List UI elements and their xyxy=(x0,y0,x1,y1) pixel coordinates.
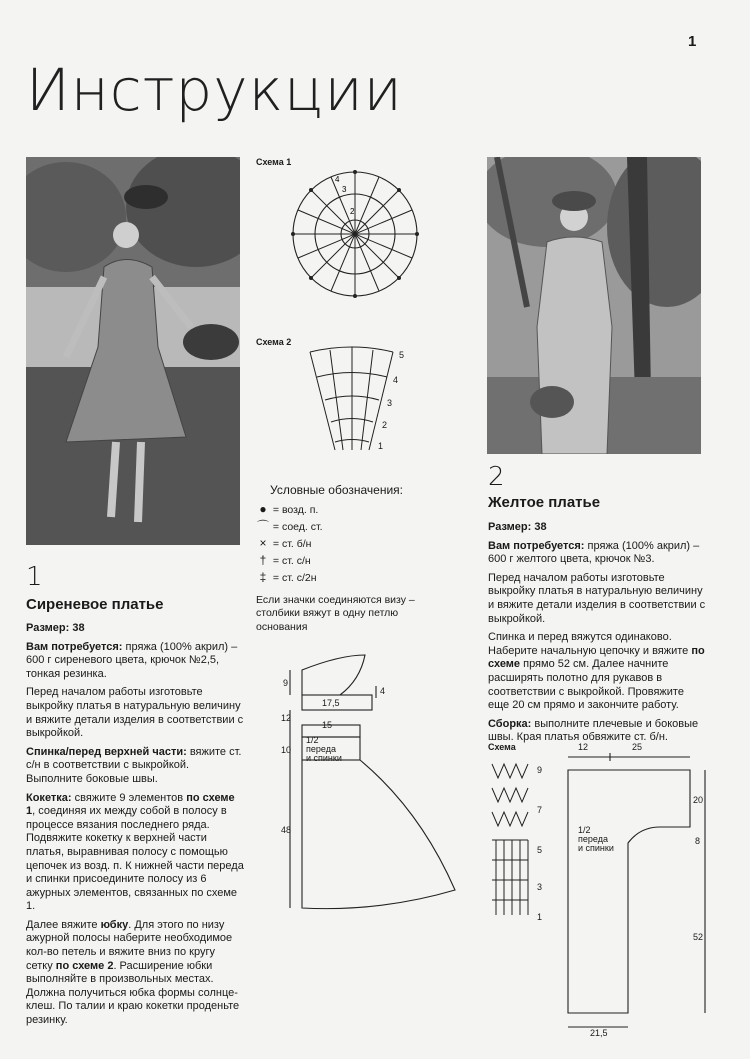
scheme3-stitch-diagram xyxy=(488,760,532,920)
page-number: 1 xyxy=(688,33,697,50)
item1-name: Сиреневое платье xyxy=(26,596,164,613)
pattern1-dim-4: 4 xyxy=(380,686,386,696)
legend-item: ⌒ = соед. ст. xyxy=(256,518,323,533)
scheme3-row-5: 5 xyxy=(537,845,543,855)
pattern2-dim-21-5: 21,5 xyxy=(590,1028,608,1038)
pattern1-diagram xyxy=(280,650,460,915)
pattern2-label: 1/2 переда и спинки xyxy=(578,825,614,853)
scheme3-row-9: 9 xyxy=(537,765,543,775)
pattern2-diagram xyxy=(560,745,720,1040)
svg-text:3: 3 xyxy=(342,185,347,194)
treble-crochet-icon: ‡ xyxy=(259,569,267,584)
pattern1-dim-10: 10 xyxy=(281,745,292,755)
pattern1-dim-12: 12 xyxy=(281,713,292,723)
scheme3-row-1: 1 xyxy=(537,912,543,922)
chain-stitch-icon: ● xyxy=(259,501,267,516)
scheme2-mesh-diagram xyxy=(305,342,395,457)
item1-number: 1 xyxy=(26,562,43,592)
single-crochet-icon: × xyxy=(259,535,267,550)
scheme3-label: Схема xyxy=(488,742,516,752)
svg-text:2: 2 xyxy=(350,207,355,216)
svg-text:4: 4 xyxy=(335,175,340,184)
item2-number: 2 xyxy=(488,462,505,492)
page-title: Инструкции xyxy=(26,56,403,124)
pattern1-label: 1/2 переда и спинки xyxy=(306,735,342,763)
scheme1-motif-diagram xyxy=(280,162,430,302)
pattern2-dim-20: 20 xyxy=(693,795,704,805)
pattern2-dim-8: 8 xyxy=(695,836,701,846)
pattern1-dim-17-5: 17,5 xyxy=(322,698,340,708)
pattern1-dim-48: 48 xyxy=(281,825,292,835)
item1-body: Размер: 38 Вам потребуется: пряжа (100% акрил) – 600 г сиреневого цвета, крючок №2,5, тонкая резинка. Перед началом работы изготовьте выкройку платья в натуральную величину и вяжите детали изделия в соответствии с выкройкой. Спинка/перед верхней части: вяжите ст. с/н в соответствии с выкройкой. Выполните боковые швы. Кокетка: свяжите 9 элементов по схеме 1, соединяя их между собой в полосу в процессе вязания последнего ряда. Подвяжите кокетку к верхней части платья, выравнивая полосу с помощью цепочек из возд. п. К нижней части переда и спинки присоедините полосу из 6 ажурных элементов, связанных по схеме 1. Далее вяжите юбку. Для этого по низу ажурной полосы наберите необходимое кол-во петель и вяжите вниз по кругу сетку по схеме 2. Расширение юбки выполняйте в произвольных местах. Должна получиться юбка формы солнце-клеш. По талии и краю кокетки проденьте резинку. xyxy=(26,622,244,1027)
pattern2-dim-52: 52 xyxy=(693,932,704,942)
legend-item: ‡ = ст. с/2н xyxy=(256,569,456,586)
double-crochet-icon: † xyxy=(259,552,267,567)
pattern1-dim-15: 15 xyxy=(322,720,333,730)
legend-item: × = ст. б/н xyxy=(256,535,456,552)
slip-stitch-icon: ⌒ xyxy=(256,518,269,533)
scheme2-row-3: 3 xyxy=(387,398,393,408)
scheme2-row-1: 1 xyxy=(378,441,384,451)
scheme2-row-5: 5 xyxy=(399,350,405,360)
scheme2-row-2: 2 xyxy=(382,420,388,430)
pattern1-dim-9: 9 xyxy=(283,678,289,688)
legend-note: Если значки соединяются визу – столбики вяжут в одну петлю основания xyxy=(256,593,415,633)
legend-item: † = ст. с/н xyxy=(256,552,456,569)
photo-lilac-dress-illustration xyxy=(26,157,240,545)
scheme2-label: Схема 2 xyxy=(256,337,292,347)
scheme3-row-3: 3 xyxy=(537,882,543,892)
pattern2-dim-12: 12 xyxy=(578,742,589,752)
scheme3-row-7: 7 xyxy=(537,805,543,815)
pattern2-dim-25: 25 xyxy=(632,742,643,752)
legend-title: Условные обозначения: xyxy=(270,483,403,497)
photo-yellow-dress xyxy=(487,157,701,454)
legend-item: ● = возд. п. xyxy=(256,501,456,518)
photo-lilac-dress xyxy=(26,157,240,545)
scheme1-label: Схема 1 xyxy=(256,157,292,167)
item2-name: Желтое платье xyxy=(488,494,601,511)
scheme2-row-4: 4 xyxy=(393,375,399,385)
legend xyxy=(256,484,456,634)
item2-body: Размер: 38 Вам потребуется: пряжа (100% акрил) – 600 г желтого цвета, крючок №3. Перед началом работы изготовьте выкройку платья в натуральную величину и вяжите детали изделия в соответствии с выкройкой. Спинка и перед вяжутся одинаково. Наберите начальную цепочку и вяжите по схеме прямо 52 см. Далее начните расширять полотно для рукавов в соответствии с выкройкой. Провяжите еще 20 см прямо и закончите работу. Сборка: выполните плечевые и боковые швы. Края платья обвяжите ст. б/н. xyxy=(488,521,706,744)
photo-yellow-dress-illustration xyxy=(487,157,701,454)
